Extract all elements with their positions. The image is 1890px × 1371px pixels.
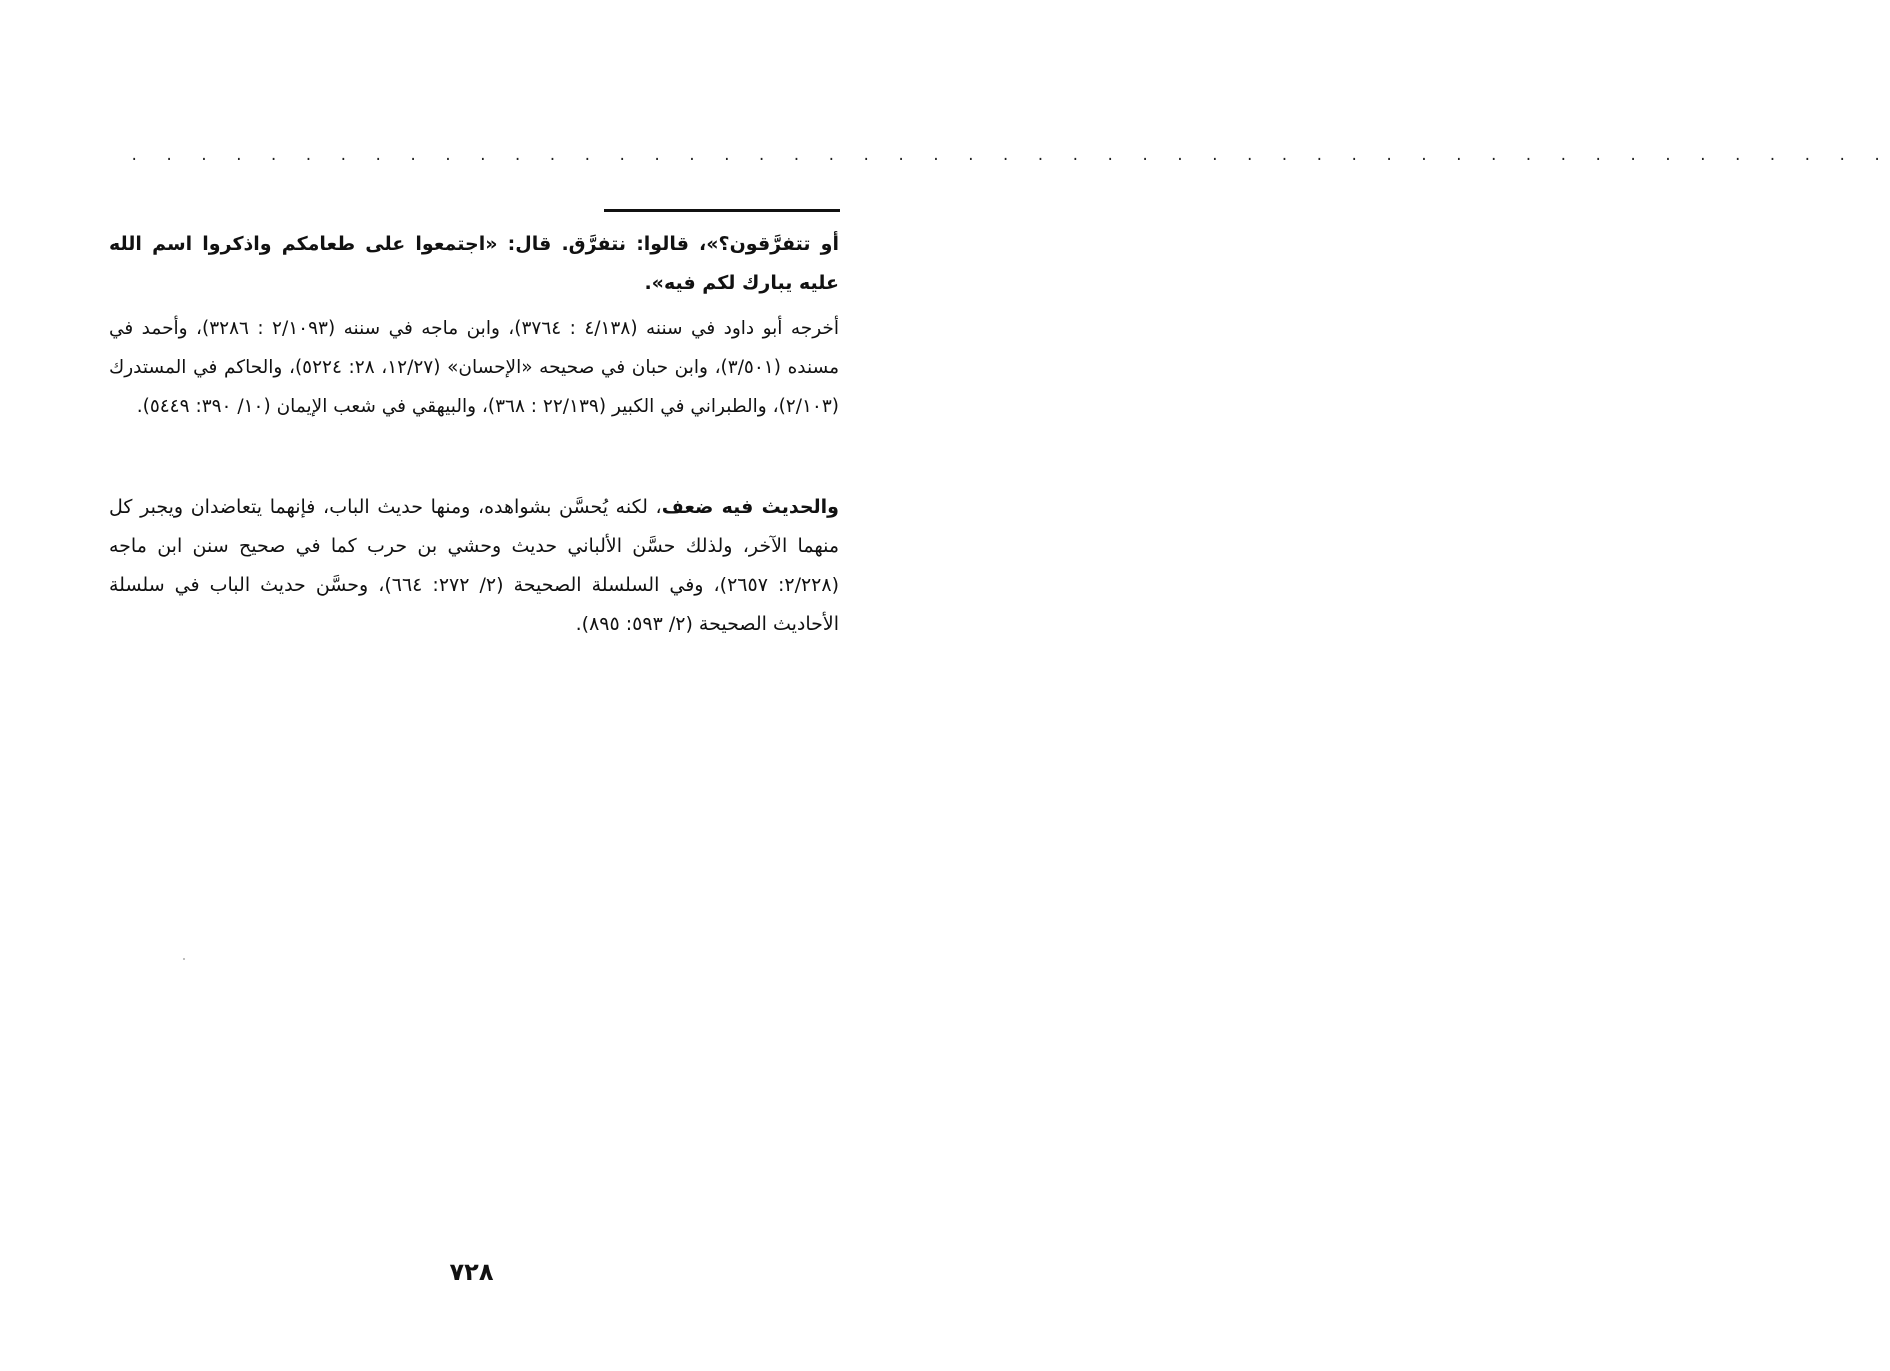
takhrij-text: أخرجه أبو داود في سننه (٤/١٣٨ : ٣٧٦٤)، وابن ماجه في سننه (٢/١٠٩٣ : ٣٢٨٦)، وأحمد في مسنده (٣/٥٠١)، وابن حبان في صحيحه «الإحسان» (١٢/٢٧، ٢٨: ٥٢٢٤)، والحاكم في المستدرك (٢/١٠٣)، والطبراني في الكبير (٢٢/١٣٩ : ٣٦٨)، والبيهقي في شعب الإيمان (١٠/ ٣٩٠: ٥٤٤٩). [109, 318, 839, 417]
hadith-paragraph: أو تتفرَّقون؟»، قالوا: نتفرَّق. قال: «اجتمعوا على طعامكم واذكروا اسم الله عليه يبارك لكم فيه». [109, 233, 839, 294]
scan-speck [183, 958, 185, 960]
ruling-text [109, 488, 839, 644]
ruling-lead: والحديث فيه ضعف [661, 496, 839, 518]
takhrij-paragraph [109, 309, 839, 426]
ruling-body: ، لكنه يُحسَّن بشواهده، ومنها حديث الباب، فإنهما يتعاضدان ويجبر كل منهما الآخر، ولذلك حسَّن الألباني حديث وحشي بن حرب كما في صحيح سنن ابن ماجه (٢/٢٢٨: ٢٦٥٧)، وفي السلسلة الصحيحة (٢/ ٢٧٢: ٦٦٤)، وحسَّن حديث الباب في سلسلة الأحاديث الصحيحة (٢/ ٥٩٣: ٨٩٥). [109, 496, 840, 635]
page-number: ٧٢٨ [449, 1258, 494, 1286]
dotted-separator: . . . . . . . . . . . . . . . . . . . . . . . . . . . . . . . . . . . . . . . . . . . . . . . . . . . [130, 148, 1890, 164]
footnote-rule [604, 209, 840, 212]
ruling-paragraph [109, 488, 839, 644]
hadith-text [109, 225, 839, 303]
